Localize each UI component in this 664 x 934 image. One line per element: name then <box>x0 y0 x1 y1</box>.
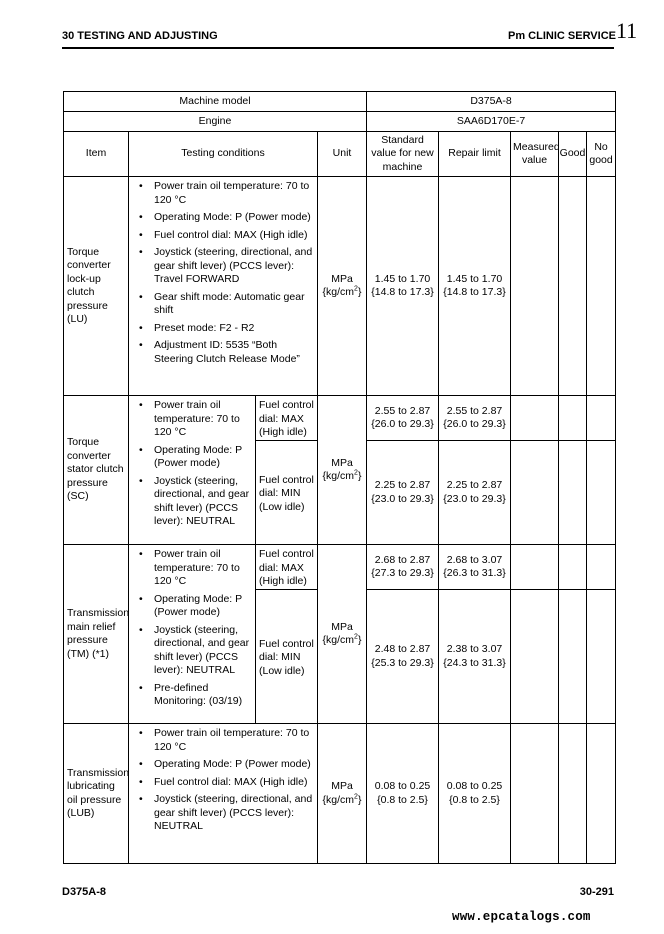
unit-main: MPa <box>331 272 353 285</box>
col-header-repair: Repair limit <box>439 132 511 177</box>
unit-main: MPa <box>331 456 353 469</box>
standard-value-cell <box>367 590 439 724</box>
nogood-cell <box>587 396 616 441</box>
table-row-tm-max <box>64 545 616 590</box>
standard-value-mpa: 2.25 to 2.87 <box>374 479 431 491</box>
col-header-item: Item <box>64 132 129 177</box>
standard-value-cell <box>367 177 439 396</box>
condition-item: • Joystick (steering, directional, and gear shift lever) (PCCS lever): NEUTRAL <box>129 624 253 678</box>
repair-limit-kg: {14.8 to 17.3} <box>443 286 506 298</box>
machine-model-label: Machine model <box>64 92 367 112</box>
dial-condition-cell: Fuel control dial: MIN (Low idle) <box>256 590 318 724</box>
condition-item: • Operating Mode: P (Power mode) <box>129 444 253 471</box>
good-cell <box>559 590 587 724</box>
condition-item: • Adjustment ID: 5535 “Both Steering Clutch Release Mode” <box>129 339 315 366</box>
col-header-unit: Unit <box>318 132 367 177</box>
table-row-machine-model <box>64 92 616 112</box>
conditions-cell <box>129 396 256 545</box>
condition-item: • Operating Mode: P (Power mode) <box>129 758 315 772</box>
nogood-cell <box>587 545 616 590</box>
machine-model-value: D375A-8 <box>367 92 616 112</box>
table-row-sc-max <box>64 396 616 441</box>
table-row-engine <box>64 112 616 132</box>
good-cell <box>559 177 587 396</box>
repair-limit-mpa: 2.25 to 2.87 <box>446 479 503 491</box>
standard-value-kg: {26.0 to 29.3} <box>371 418 434 430</box>
col-header-measured: Measured value <box>511 132 559 177</box>
col-header-conditions: Testing conditions <box>129 132 318 177</box>
col-header-good: Good <box>559 132 587 177</box>
condition-item: • Fuel control dial: MAX (High idle) <box>129 229 315 243</box>
conditions-cell <box>129 545 256 724</box>
dial-condition-cell: Fuel control dial: MAX (High idle) <box>256 396 318 441</box>
standard-value-kg: {25.3 to 29.3} <box>371 656 434 669</box>
header-rule <box>62 47 614 49</box>
repair-limit-mpa: 2.68 to 3.07 <box>446 553 503 566</box>
section-title: 30 TESTING AND ADJUSTING <box>62 30 218 42</box>
standard-value-mpa: 2.55 to 2.87 <box>374 404 431 417</box>
condition-item: • Preset mode: F2 - R2 <box>129 322 315 336</box>
condition-item: • Joystick (steering, directional, and gear shift lever) (PCCS lever): NEUTRAL <box>129 475 253 529</box>
col-header-nogood: No good <box>587 132 616 177</box>
standard-value-cell <box>367 396 439 441</box>
unit-main: MPa <box>331 620 353 633</box>
repair-limit-mpa: 2.55 to 2.87 <box>446 404 503 417</box>
unit-cell <box>318 545 367 724</box>
repair-limit-cell <box>439 441 511 545</box>
conditions-cell <box>129 724 318 864</box>
conditions-cell <box>129 177 318 396</box>
good-cell <box>559 396 587 441</box>
measured-value-cell <box>511 177 559 396</box>
engine-value: SAA6D170E-7 <box>367 112 616 132</box>
unit-main: MPa <box>331 780 353 792</box>
standard-value-cell <box>367 545 439 590</box>
good-cell <box>559 545 587 590</box>
condition-item: • Joystick (steering, directional, and gear shift lever) (PCCS lever): NEUTRAL <box>129 793 315 834</box>
standard-value-kg: {0.8 to 2.5} <box>377 793 428 806</box>
condition-item: • Power train oil temperature: 70 to 120 °C <box>129 727 315 754</box>
item-cell: Torque converter lock-up clutch pressure (LU) <box>64 177 129 396</box>
unit-alt: $\{kg/cm^2\}$ <box>322 469 362 482</box>
condition-item: • Power train oil temperature: 70 to 120 °C <box>129 399 253 440</box>
unit-cell <box>318 396 367 545</box>
unit-alt: $\{kg/cm^2\}$ <box>322 633 362 646</box>
condition-item: • Operating Mode: P (Power mode) <box>129 593 253 620</box>
standard-value-cell <box>367 724 439 864</box>
repair-limit-kg: {0.8 to 2.5} <box>449 793 500 806</box>
nogood-cell <box>587 590 616 724</box>
standard-value-mpa: 0.08 to 0.25 <box>374 780 431 792</box>
standard-value-mpa: 2.48 to 2.87 <box>374 643 431 655</box>
repair-limit-kg: {23.0 to 29.3} <box>443 492 506 505</box>
measured-value-cell <box>511 590 559 724</box>
standard-value-kg: {27.3 to 29.3} <box>371 567 434 579</box>
repair-limit-cell <box>439 396 511 441</box>
nogood-cell <box>587 724 616 864</box>
repair-limit-cell <box>439 590 511 724</box>
chapter-title: Pm CLINIC SERVICE <box>508 30 616 42</box>
condition-item: • Joystick (steering, directional, and gear shift lever) (PCCS lever): Travel FORWARD <box>129 246 315 287</box>
unit-alt: $\{kg/cm^2\}$ <box>322 793 362 806</box>
repair-limit-kg: {24.3 to 31.3} <box>443 656 506 669</box>
table-row-lub <box>64 724 616 864</box>
engine-label: Engine <box>64 112 367 132</box>
condition-item: • Gear shift mode: Automatic gear shift <box>129 291 315 318</box>
good-cell <box>559 441 587 545</box>
item-cell: Torque converter stator clutch pressure (SC) <box>64 396 129 545</box>
item-cell: Transmission lubricating oil pressure (LUB) <box>64 724 129 864</box>
unit-cell <box>318 177 367 396</box>
standard-value-mpa: 1.45 to 1.70 <box>374 272 431 285</box>
condition-item: • Power train oil temperature: 70 to 120 °C <box>129 180 315 207</box>
repair-limit-kg: {26.3 to 31.3} <box>443 567 506 579</box>
measured-value-cell <box>511 396 559 441</box>
dial-condition-cell: Fuel control dial: MAX (High idle) <box>256 545 318 590</box>
dial-condition-cell: Fuel control dial: MIN (Low idle) <box>256 441 318 545</box>
testing-table <box>63 91 616 864</box>
condition-item: • Fuel control dial: MAX (High idle) <box>129 776 315 790</box>
repair-limit-kg: {26.0 to 29.3} <box>443 418 506 430</box>
condition-item: • Operating Mode: P (Power mode) <box>129 211 315 225</box>
repair-limit-cell <box>439 177 511 396</box>
table-header-row <box>64 132 616 177</box>
watermark-link[interactable]: www.epcatalogs.com <box>452 910 591 924</box>
unit-cell <box>318 724 367 864</box>
measured-value-cell <box>511 441 559 545</box>
standard-value-mpa: 2.68 to 2.87 <box>374 553 431 566</box>
repair-limit-mpa: 1.45 to 1.70 <box>446 272 503 285</box>
nogood-cell <box>587 441 616 545</box>
unit-alt: $\{kg/cm^2\}$ <box>322 285 362 298</box>
measured-value-cell <box>511 724 559 864</box>
repair-limit-cell <box>439 545 511 590</box>
measured-value-cell <box>511 545 559 590</box>
repair-limit-mpa: 0.08 to 0.25 <box>446 780 503 792</box>
repair-limit-cell <box>439 724 511 864</box>
table-row-lu <box>64 177 616 396</box>
standard-value-kg: {14.8 to 17.3} <box>371 286 434 298</box>
standard-value-kg: {23.0 to 29.3} <box>371 492 434 505</box>
nogood-cell <box>587 177 616 396</box>
col-header-standard: Standard value for new machine <box>367 132 439 177</box>
item-cell: Transmission main relief pressure (TM) (*1) <box>64 545 129 724</box>
footer-page-number: 30-291 <box>579 886 614 898</box>
repair-limit-mpa: 2.38 to 3.07 <box>446 643 503 655</box>
condition-item: • Power train oil temperature: 70 to 120 °C <box>129 548 253 589</box>
good-cell <box>559 724 587 864</box>
standard-value-cell <box>367 441 439 545</box>
footer-model: D375A-8 <box>62 886 107 898</box>
condition-item: • Pre-defined Monitoring: (03/19) <box>129 682 253 709</box>
page-marker: 11 <box>616 18 638 43</box>
